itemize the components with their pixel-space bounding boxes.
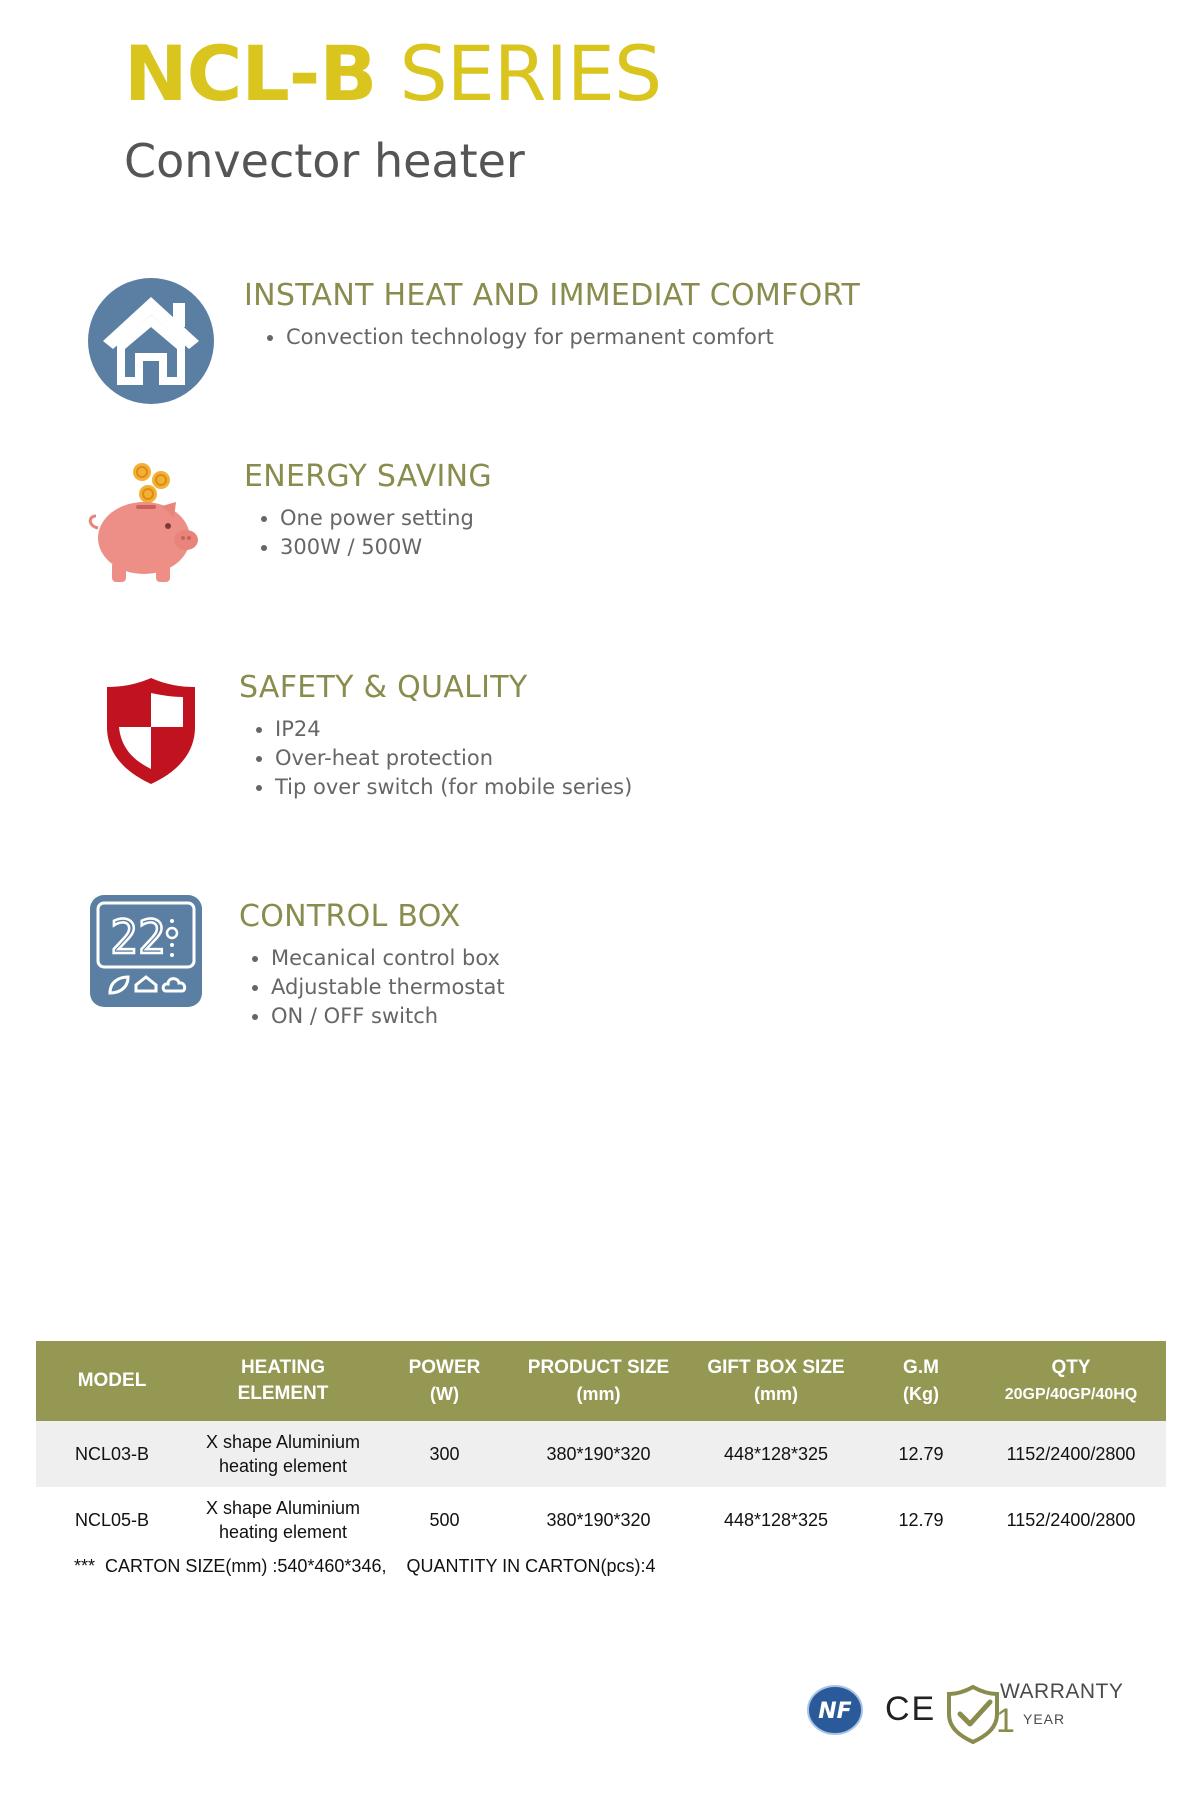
ce-mark: CE — [885, 1690, 937, 1728]
cell-heating-element: X shape Aluminium heating element — [205, 1498, 361, 1542]
cell-qty: 1152/2400/2800 — [1006, 1510, 1136, 1530]
cell-gm: 12.79 — [866, 1421, 976, 1487]
cell-power: 500 — [429, 1510, 460, 1530]
title-model: NCL-B — [124, 29, 377, 118]
cell-product-size: 380*190*320 — [511, 1421, 686, 1487]
piggy-bank-icon — [86, 458, 208, 590]
cell-model: NCL05-B — [74, 1510, 150, 1530]
warranty-label: WARRANTY — [1000, 1680, 1124, 1703]
cell-model: NCL03-B — [36, 1421, 188, 1487]
warranty-years: 1 — [996, 1702, 1015, 1740]
feature-heading: INSTANT HEAT AND IMMEDIAT COMFORT — [244, 278, 861, 313]
column-header-model: MODEL — [36, 1341, 188, 1421]
feature-energy-saving — [244, 459, 492, 562]
column-header-heating-element: HEATING ELEMENT — [188, 1341, 378, 1421]
feature-safety-quality — [239, 670, 632, 802]
feature-bullets — [244, 323, 860, 352]
feature-bullet: • One power setting — [280, 504, 492, 533]
title-series: SERIES — [399, 29, 662, 118]
feature-bullet: • IP24 — [275, 715, 632, 744]
nf-logo-text: NF — [818, 1699, 852, 1724]
cell-gift-box-size: 448*128*325 — [723, 1510, 829, 1530]
feature-bullets — [244, 504, 492, 562]
column-header-gm: G.M (Kg) — [866, 1341, 976, 1421]
shield-icon — [103, 675, 199, 787]
thermostat-icon — [88, 893, 204, 1009]
feature-bullet: • Tip over switch (for mobile series) — [275, 773, 632, 802]
cell-heating-element: X shape Aluminium heating element — [188, 1421, 378, 1487]
feature-control-box — [239, 899, 505, 1031]
feature-bullets — [239, 715, 632, 802]
feature-bullets — [239, 944, 505, 1031]
column-header-product-size: PRODUCT SIZE (mm) — [511, 1341, 686, 1421]
feature-heading: CONTROL BOX — [239, 899, 461, 934]
column-header-power: POWER (W) — [378, 1341, 511, 1421]
specs-table — [36, 1341, 1166, 1553]
cell-qty: 1152/2400/2800 — [976, 1421, 1166, 1487]
feature-bullet: • Adjustable thermostat — [271, 973, 505, 1002]
nf-logo-icon — [806, 1684, 864, 1736]
thermostat-display: 22 — [110, 910, 166, 964]
house-icon — [87, 277, 215, 405]
table-row — [36, 1421, 1166, 1487]
table-row — [36, 1487, 1166, 1553]
carton-note: *** CARTON SIZE(mm) :540*460*346, QUANTITY IN CARTON(pcs):4 — [74, 1556, 656, 1576]
feature-instant-heat — [244, 278, 860, 352]
feature-bullet: • Mecanical control box — [271, 944, 505, 973]
feature-heading: ENERGY SAVING — [244, 459, 492, 494]
feature-bullet: • Over-heat protection — [275, 744, 632, 773]
cell-power: 300 — [378, 1421, 511, 1487]
feature-bullet: • 300W / 500W — [280, 533, 492, 562]
cell-gm: 12.79 — [898, 1510, 944, 1530]
feature-heading: SAFETY & QUALITY — [239, 670, 528, 705]
feature-bullet: • Convection technology for permanent comfort — [286, 323, 860, 352]
page-title — [124, 29, 662, 118]
feature-bullet: • ON / OFF switch — [271, 1002, 505, 1031]
warranty-unit: YEAR — [1023, 1711, 1066, 1727]
column-header-qty: QTY 20GP/40GP/40HQ — [976, 1341, 1166, 1421]
page-subtitle: Convector heater — [124, 134, 525, 188]
table-header-row — [36, 1341, 1166, 1421]
warranty-check-icon — [946, 1684, 1000, 1744]
cell-gift-box-size: 448*128*325 — [686, 1421, 866, 1487]
column-header-gift-box-size: GIFT BOX SIZE (mm) — [686, 1341, 866, 1421]
cell-product-size: 380*190*320 — [546, 1510, 651, 1530]
